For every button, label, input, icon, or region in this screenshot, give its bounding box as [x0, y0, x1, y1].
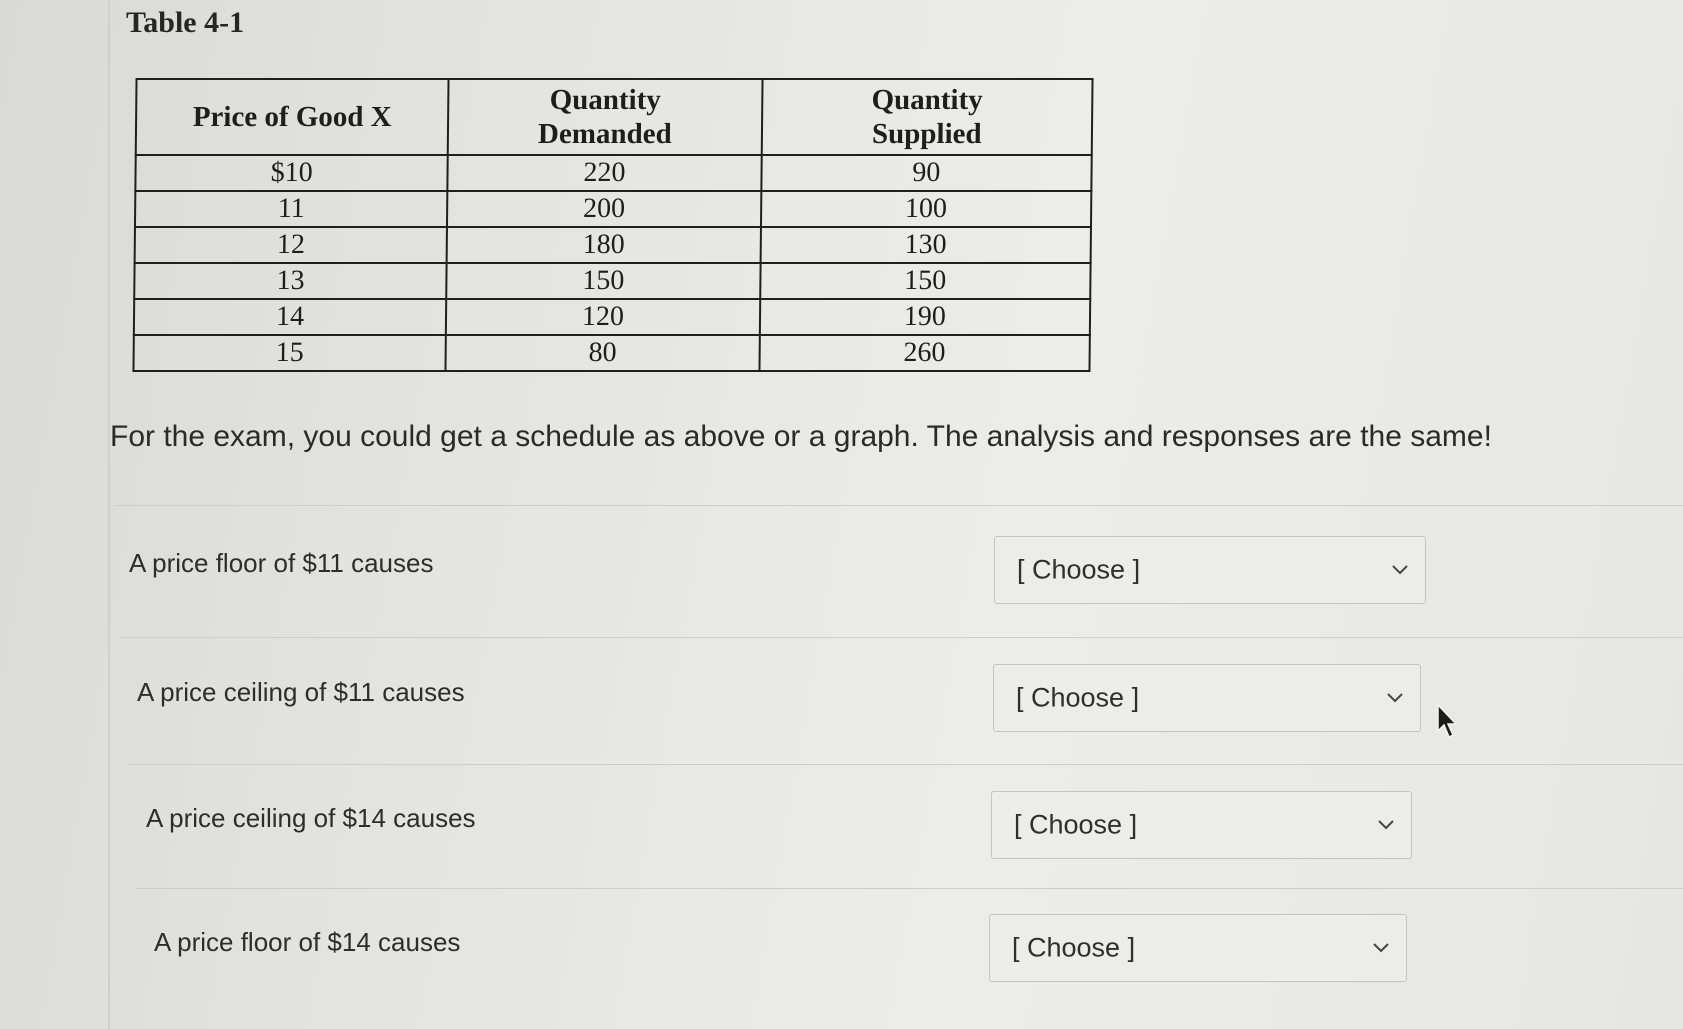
mouse-cursor-icon — [1436, 703, 1462, 741]
divider — [136, 888, 1683, 889]
question-label-price-ceiling-14: A price ceiling of $14 causes — [146, 803, 476, 833]
cell-quantity-supplied: 130 — [760, 227, 1091, 263]
table-row — [133, 335, 1089, 371]
question-label-price-floor-14: A price floor of $14 causes — [154, 927, 461, 957]
header-price-line-1: Price of Good X — [192, 101, 392, 133]
chevron-down-icon — [1377, 819, 1395, 831]
cell-quantity-supplied: 190 — [760, 299, 1091, 335]
cell-price: 11 — [135, 191, 448, 227]
instruction-text: For the exam, you could get a schedule as above or a graph. The analysis and responses are the same! — [110, 420, 1492, 453]
cell-quantity-demanded: 80 — [446, 335, 760, 371]
table-row — [134, 299, 1090, 335]
select-value: [ Choose ] — [1012, 932, 1136, 963]
answer-select-price-floor-14[interactable] — [989, 914, 1407, 982]
chevron-down-icon — [1372, 942, 1390, 954]
select-value: [ Choose ] — [1014, 809, 1138, 840]
page-left-edge — [108, 0, 110, 1029]
question-label-price-floor-11: A price floor of $11 causes — [129, 548, 434, 578]
answer-select-price-ceiling-14[interactable] — [991, 791, 1412, 859]
cell-quantity-demanded: 120 — [446, 299, 760, 335]
header-quantity-supplied — [761, 79, 1092, 155]
supply-demand-table — [132, 78, 1093, 372]
table-row — [135, 155, 1091, 191]
cell-price: $10 — [135, 155, 448, 191]
divider — [120, 637, 1683, 638]
header-price — [136, 79, 449, 155]
header-demanded-line-2: Demanded — [537, 118, 672, 150]
cell-quantity-supplied: 260 — [759, 335, 1090, 371]
cell-quantity-supplied: 90 — [761, 155, 1092, 191]
header-demanded-line-1: Quantity — [549, 84, 662, 116]
answer-select-price-floor-11[interactable] — [994, 536, 1426, 604]
select-value: [ Choose ] — [1016, 682, 1140, 713]
cell-price: 14 — [134, 299, 447, 335]
chevron-down-icon — [1386, 692, 1404, 704]
table-row — [135, 227, 1091, 263]
table-row — [135, 191, 1091, 227]
chevron-down-icon — [1391, 564, 1409, 576]
header-quantity-demanded — [448, 79, 762, 155]
question-label-price-ceiling-11: A price ceiling of $11 causes — [137, 677, 465, 707]
cell-quantity-supplied: 100 — [761, 191, 1092, 227]
cell-quantity-supplied: 150 — [760, 263, 1091, 299]
cell-quantity-demanded: 150 — [446, 263, 760, 299]
header-supplied-line-2: Supplied — [871, 118, 982, 150]
table-title: Table 4-1 — [126, 6, 245, 39]
divider — [128, 764, 1683, 765]
cell-price: 13 — [134, 263, 447, 299]
cell-quantity-demanded: 180 — [447, 227, 761, 263]
cell-quantity-demanded: 200 — [447, 191, 761, 227]
select-value: [ Choose ] — [1017, 554, 1141, 585]
table-header-row — [136, 79, 1093, 155]
table-row — [134, 263, 1090, 299]
cell-quantity-demanded: 220 — [448, 155, 762, 191]
answer-select-price-ceiling-11[interactable] — [993, 664, 1421, 732]
divider — [114, 505, 1683, 506]
cell-price: 15 — [133, 335, 446, 371]
cell-price: 12 — [135, 227, 448, 263]
header-supplied-line-1: Quantity — [871, 84, 983, 116]
